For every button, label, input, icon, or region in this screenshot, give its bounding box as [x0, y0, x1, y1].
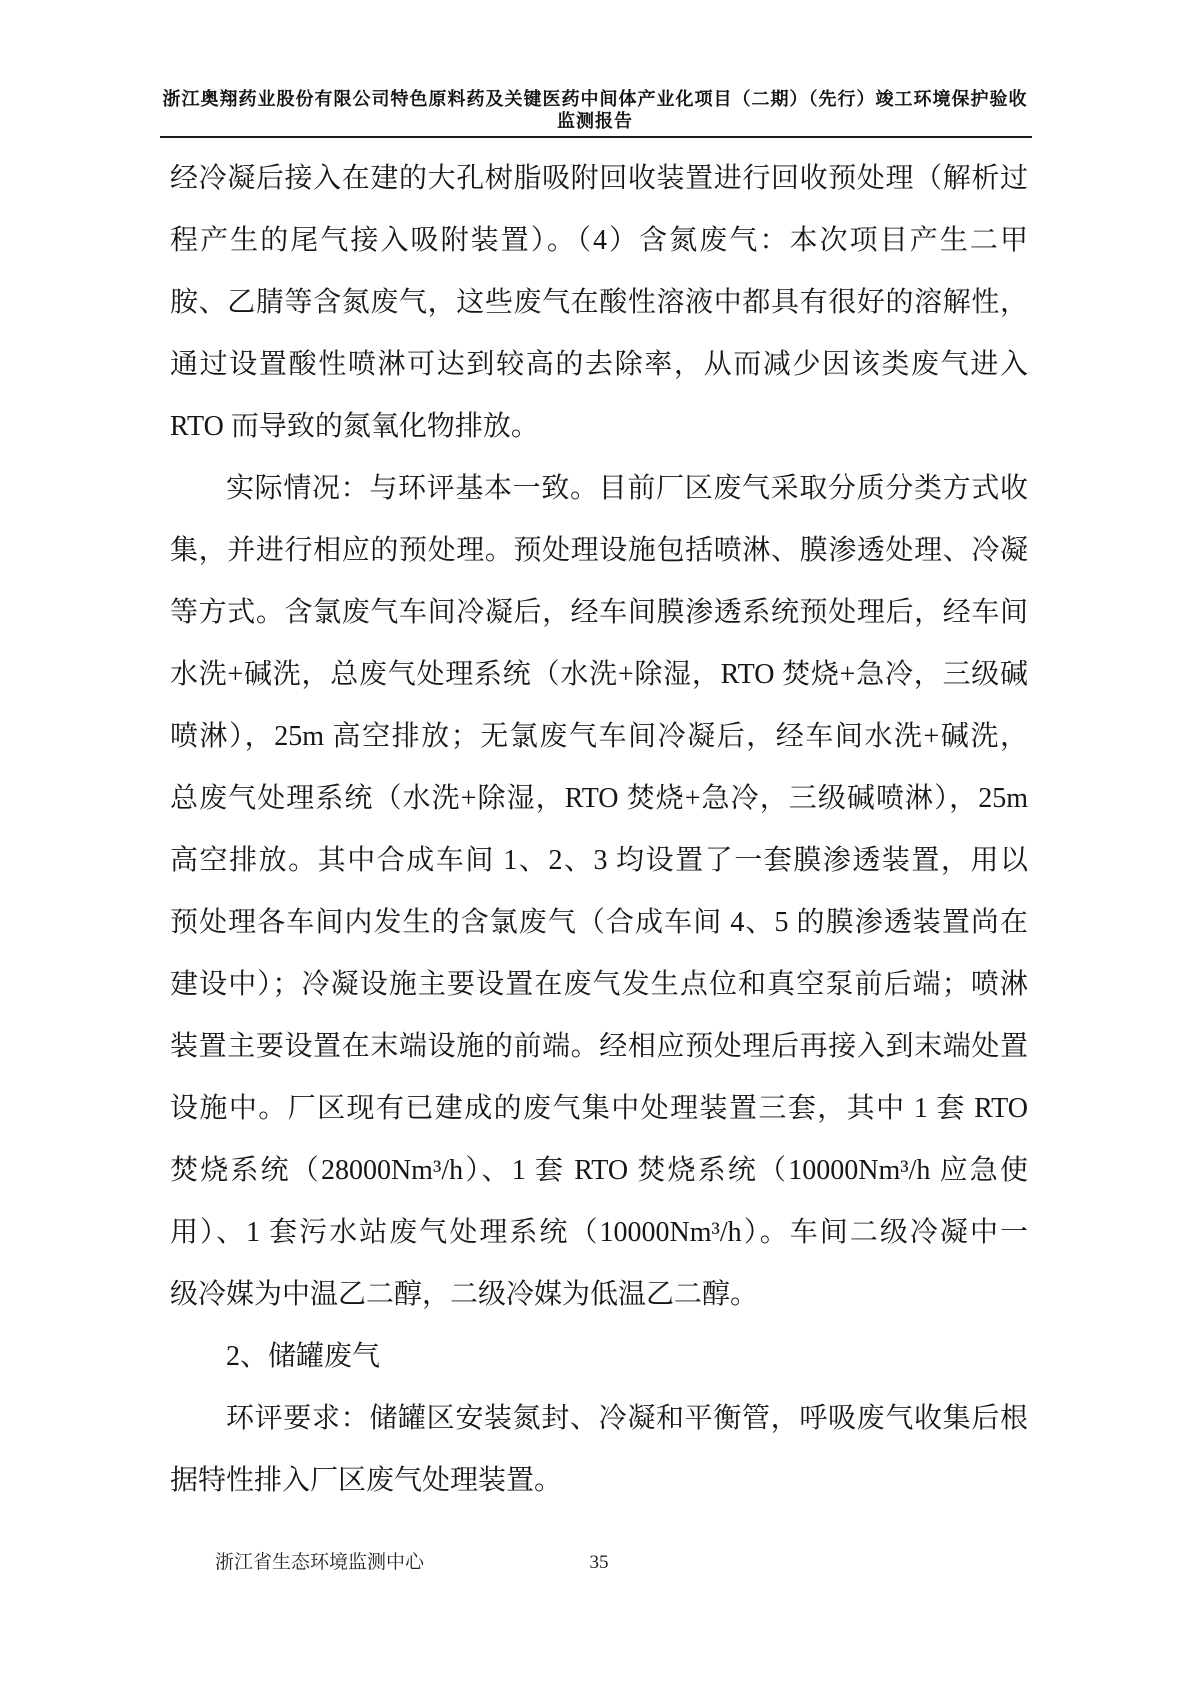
body-line: 等方式。含氯废气车间冷凝后，经车间膜渗透系统预处理后，经车间 [170, 597, 1028, 628]
body-line: 经冷凝后接入在建的大孔树脂吸附回收装置进行回收预处理（解析过 [170, 163, 1028, 194]
body-line: 级冷媒为中温乙二醇，二级冷媒为低温乙二醇。 [170, 1279, 759, 1310]
header-title-line1: 浙江奥翔药业股份有限公司特色原料药及关键医药中间体产业化项目（二期）（先行）竣工环境保护验收 [162, 89, 1028, 109]
page-footer [170, 1548, 1028, 1578]
body-line: 用）、1 套污水站废气处理系统（10000Nm³/h）。车间二级冷凝中一 [170, 1217, 1028, 1248]
body-line: 胺、乙腈等含氮废气，这些废气在酸性溶液中都具有很好的溶解性， [170, 287, 1028, 318]
body-line: 总废气处理系统（水洗+除湿，RTO 焚烧+急冷，三级碱喷淋），25m [170, 783, 1028, 814]
body-line: RTO 而导致的氮氧化物排放。 [170, 411, 539, 442]
body-line: 装置主要设置在末端设施的前端。经相应预处理后再接入到末端处置 [170, 1031, 1028, 1062]
body-line: 设施中。厂区现有已建成的废气集中处理装置三套，其中 1 套 RTO [170, 1093, 1028, 1124]
body-line: 集，并进行相应的预处理。预处理设施包括喷淋、膜渗透处理、冷凝 [170, 535, 1028, 566]
body-line: 建设中）；冷凝设施主要设置在废气发生点位和真空泵前后端；喷淋 [170, 969, 1028, 1000]
header-rule [160, 136, 1032, 138]
body-line: 程产生的尾气接入吸附装置）。（4）含氮废气：本次项目产生二甲 [170, 225, 1028, 256]
body-line: 高空排放。其中合成车间 1、2、3 均设置了一套膜渗透装置，用以 [170, 845, 1028, 876]
body-line: 焚烧系统（28000Nm³/h）、1 套 RTO 焚烧系统（10000Nm³/h 应急使 [170, 1155, 1028, 1186]
body-line: 预处理各车间内发生的含氯废气（合成车间 4、5 的膜渗透装置尚在 [170, 907, 1028, 938]
body-line: 通过设置酸性喷淋可达到较高的去除率，从而减少因该类废气进入 [170, 349, 1028, 380]
body-line: 水洗+碱洗，总废气处理系统（水洗+除湿，RTO 焚烧+急冷，三级碱 [170, 659, 1028, 690]
page-header [80, 88, 1110, 132]
body-line: 环评要求：储罐区安装氮封、冷凝和平衡管，呼吸废气收集后根 [226, 1403, 1028, 1434]
body-line: 实际情况：与环评基本一致。目前厂区废气采取分质分类方式收 [226, 473, 1028, 504]
body-section-heading: 2、储罐废气 [226, 1341, 381, 1372]
body-line: 喷淋），25m 高空排放；无氯废气车间冷凝后，经车间水洗+碱洗， [170, 721, 1028, 752]
body-line: 据特性排入厂区废气处理装置。 [170, 1465, 563, 1496]
header-title-line2: 监测报告 [557, 111, 633, 131]
document-body [170, 148, 1028, 1512]
footer-organization: 浙江省生态环境监测中心 [215, 1552, 425, 1573]
page-number: 35 [589, 1552, 609, 1573]
